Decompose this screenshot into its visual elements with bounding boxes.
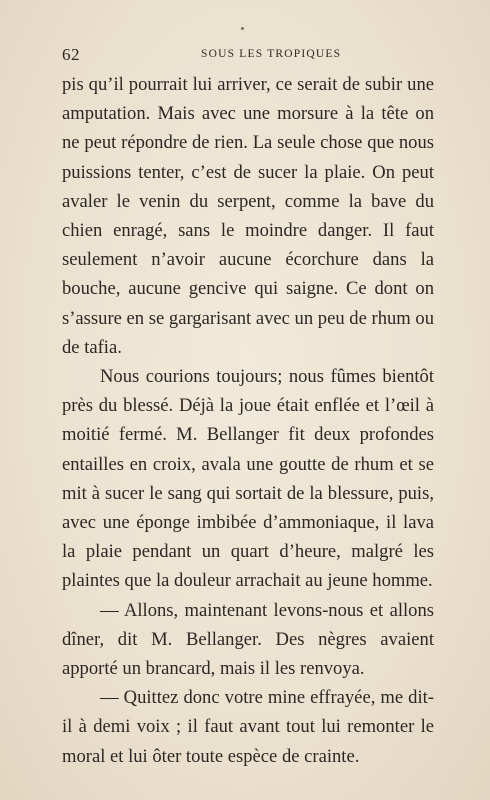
running-title: SOUS LES TROPIQUES [201,48,342,60]
paragraph-3: — Allons, maintenant levons-nous et allons dîner, dit M. Bellanger. Des nègres avaient apporté un brancard, mais il les renvoya. [62,599,434,680]
printer-mark [241,27,244,30]
body-text [62,70,434,771]
paragraph-4: — Quittez donc votre mine effrayée, me dit-il à demi voix ; il faut avant tout lui remonter le moral et lui ôter toute espèce de crainte. [62,687,434,767]
page-number: 62 [62,45,80,64]
paragraph-2: Nous courions toujours; nous fûmes bientôt près du blessé. Déjà la joue était enflée et l’œil à moitié fermé. M. Bellanger fit deux profondes entailles en croix, avala une goutte de rhum et se mit à sucer le sang qui sortait de la blessure, puis, avec une éponge imbibée d’ammoniaque, il lava la plaie pendant un quart d’heure, malgré les plaintes que la douleur arrachait au jeune homme. [62,366,434,592]
paragraph-1: pis qu’il pourrait lui arriver, ce serait de subir une amputation. Mais avec une morsure à la tête on ne peut répondre de rien. La seule chose que nous puissions tenter, c’est de sucer la plaie. On peut avaler le venin du serpent, comme la bave du chien enragé, sans le moindre danger. Il faut seulement n’avoir aucune écorchure dans la bouche, aucune gencive qui saigne. Ce dont on s’assure en se gargarisant avec un peu de rhum ou de tafia. [62,74,434,358]
page-header [62,45,434,67]
